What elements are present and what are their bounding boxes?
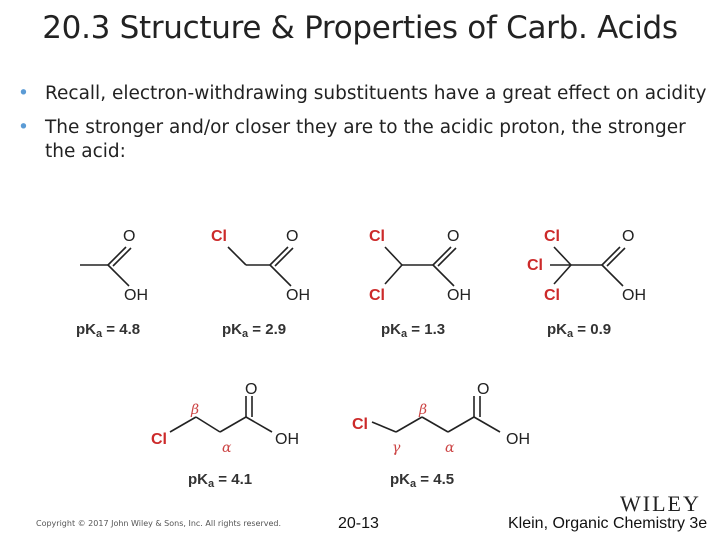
oxygen-label: O (622, 228, 635, 245)
alpha-label: α (445, 440, 455, 456)
pka-trichloroacetic: $pK_a = 0.9$ (547, 321, 612, 340)
oxygen-label: O (447, 228, 460, 245)
trichloroacetic-acid-bonds (550, 247, 625, 286)
beta-label: β (419, 402, 428, 418)
hydroxyl-label: OH (275, 431, 299, 448)
dichloroacetic-acid-bonds (385, 247, 456, 286)
alpha-label: α (222, 440, 232, 456)
pka-gamma-chloro: $pK_a = 4.5$ (390, 471, 455, 490)
oxygen-label: O (477, 381, 490, 398)
gamma-label: γ (392, 440, 401, 456)
book-credit: Klein, Organic Chemistry 3e (508, 515, 708, 532)
hydroxyl-label: OH (286, 287, 310, 304)
beta-label: β (191, 402, 200, 418)
wiley-logo: WILEY (620, 491, 701, 516)
hydroxyl-label: OH (506, 431, 530, 448)
chlorine-label: Cl (211, 228, 227, 245)
pka-acetic: $pK_a = 4.8$ (76, 321, 141, 340)
oxygen-label: O (245, 381, 258, 398)
chlorine-label: Cl (369, 228, 385, 245)
page-number: 20-13 (338, 515, 379, 532)
chlorine-label: Cl (544, 228, 560, 245)
chloroacetic-acid-bonds (228, 247, 293, 286)
chlorine-label: Cl (151, 431, 167, 448)
copyright-text: Copyright © 2017 John Wiley & Sons, Inc. All rights reserved. (36, 519, 282, 528)
bullet-dot-icon: • (18, 83, 29, 104)
hydroxyl-label: OH (447, 287, 471, 304)
acetic-acid-bonds (80, 247, 131, 286)
pka-beta-chloro: $pK_a = 4.1$ (188, 471, 253, 490)
bullet-dot-icon: • (18, 117, 29, 138)
oxygen-label: O (286, 228, 299, 245)
hydroxyl-label: OH (124, 287, 148, 304)
chlorine-label: Cl (527, 257, 543, 274)
hydroxyl-label: OH (622, 287, 646, 304)
beta-chloro-acid-bonds (170, 396, 272, 432)
bullet-text: Recall, electron-withdrawing substituents have a great effect on acidity (45, 83, 707, 104)
bullet-text: The stronger and/or closer they are to the acidic proton, the stronger the acid: (45, 117, 686, 162)
pka-dichloroacetic: $pK_a = 1.3$ (381, 321, 446, 340)
chlorine-label: Cl (544, 287, 560, 304)
pka-chloroacetic: $pK_a = 2.9$ (222, 321, 287, 340)
slide-title: 20.3 Structure & Properties of Carb. Acids (42, 10, 678, 46)
chlorine-label: Cl (352, 416, 368, 433)
chlorine-label: Cl (369, 287, 385, 304)
oxygen-label: O (123, 228, 136, 245)
gamma-chloro-acid-bonds (372, 396, 500, 432)
